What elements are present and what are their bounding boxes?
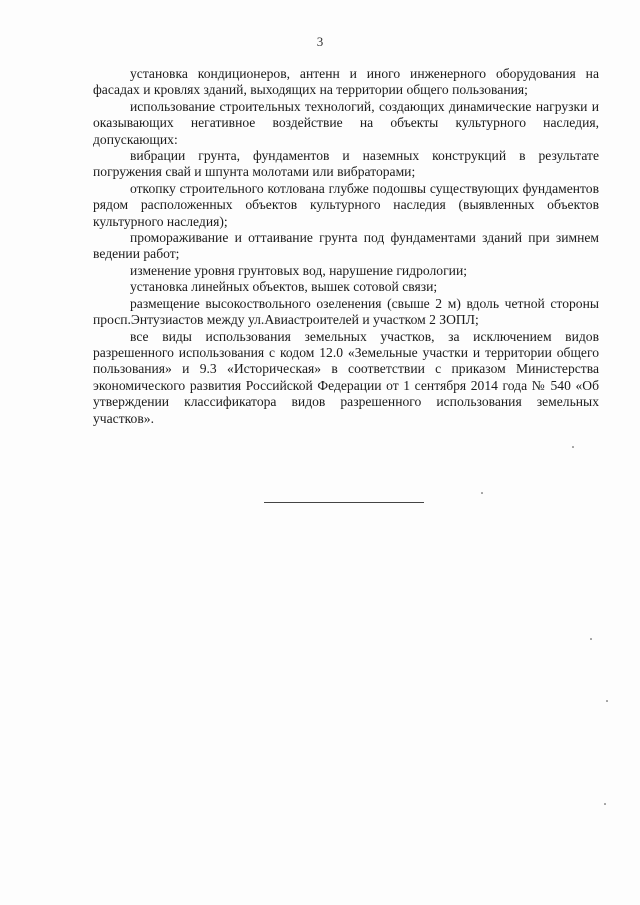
scan-speck xyxy=(572,446,574,448)
end-of-text-rule xyxy=(264,502,424,503)
paragraph-ground-vibration: вибрации грунта, фундаментов и наземных конструкций в результате погружения свай и шпунта молотами или вибраторами; xyxy=(93,148,599,180)
paragraph-tall-greenery: размещение высокоствольного озеленения (свыше 2 м) вдоль четной стороны просп.Энтузиастов между ул.Авиастроителей и участком 2 ЗОПЛ; xyxy=(93,295,599,328)
paragraph-ground-freezing: промораживание и оттаивание грунта под фундаментами зданий при зимнем ведении работ; xyxy=(93,230,599,262)
scan-speck xyxy=(481,492,483,494)
page-number: 3 xyxy=(316,34,324,49)
document-body xyxy=(93,66,599,427)
scan-speck xyxy=(604,803,606,805)
paragraph-construction-technologies: использование строительных технологий, создающих динамические нагрузки и оказывающих негативное воздействие на объекты культурного наследия, допускающих: xyxy=(93,98,599,147)
paragraph-linear-objects: установка линейных объектов, вышек сотовой связи; xyxy=(130,279,438,295)
scan-speck xyxy=(590,638,592,640)
paragraph-groundwater: изменение уровня грунтовых вод, нарушение гидрологии; xyxy=(130,262,467,278)
paragraph-land-use: все виды использования земельных участков, за исключением видов разрешенного использования с кодом 12.0 «Земельные участки и территории общего пользования» и 9.3 «Историческая» в соответствии с приказом Министерства экономического развития Российской Федерации от 1 сентября 2014 года № 540 «Об утверждении классификатора видов разрешенного использования земельных участков». xyxy=(93,328,599,426)
paragraph-facade-equipment: установка кондиционеров, антенн и иного инженерного оборудования на фасадах и кровлях зданий, выходящих на территории общего пользования; xyxy=(93,66,599,98)
paragraph-excavation: откопку строительного котлована глубже подошвы существующих фундаментов рядом расположенных объектов культурного наследия (выявленных объектов культурного наследия); xyxy=(93,180,599,229)
scan-speck xyxy=(606,700,608,702)
